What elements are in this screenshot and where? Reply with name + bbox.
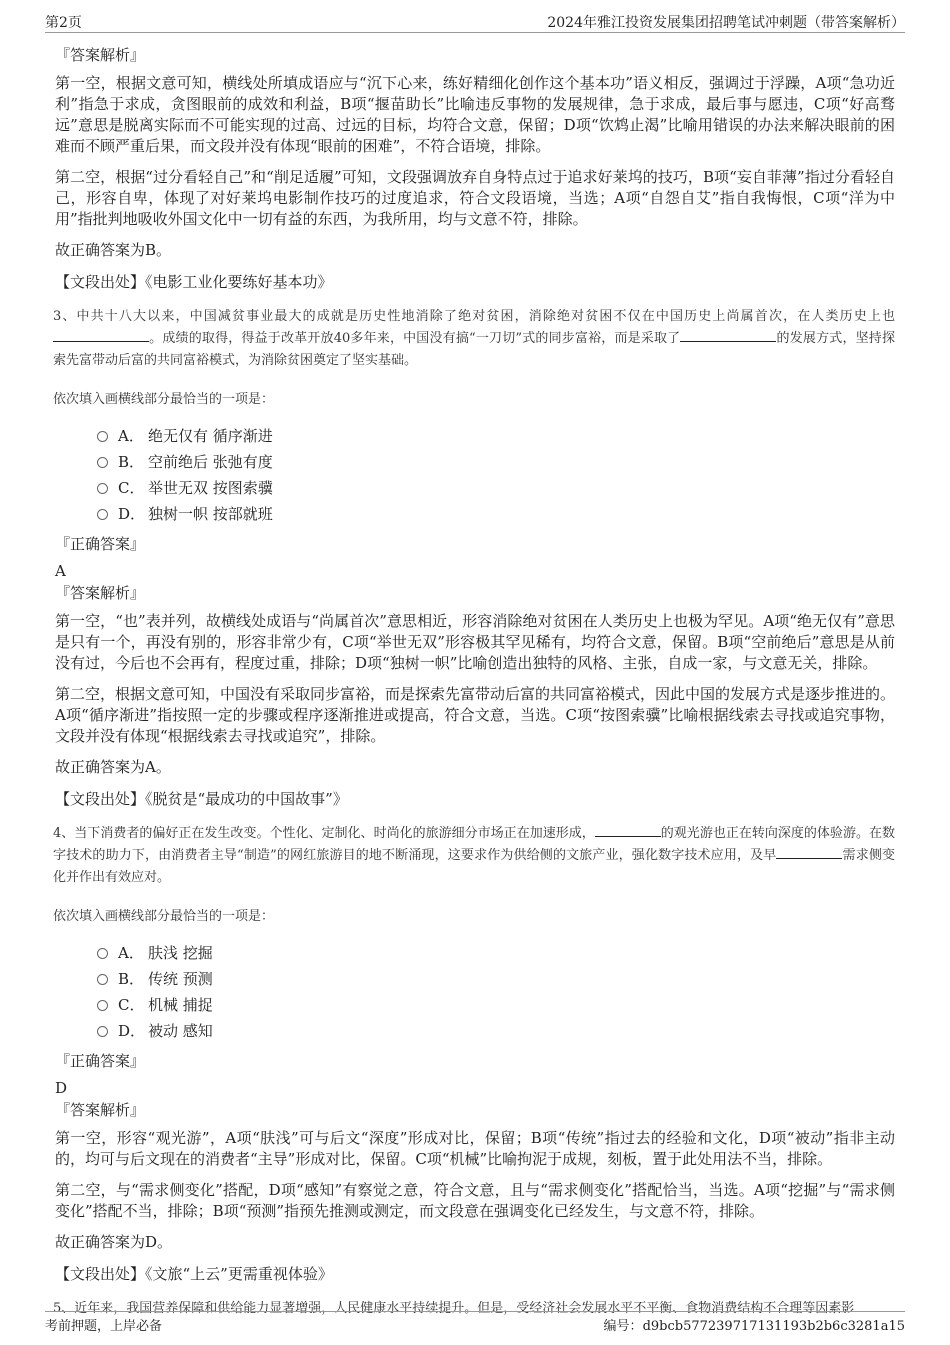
radio-icon[interactable] (97, 948, 108, 959)
document-title: 2024年雅江投资发展集团招聘笔试冲刺题（带答案解析） (547, 15, 905, 31)
question-stem: 3、中共十八大以来，中国减贫事业最大的成就是历史性地消除了绝对贫困，消除绝对贫困不仅在中国历史上尚属首次，在人类历史上也。成绩的取得，得益于改革开放40多年来，中国没有搞“一刀切”式的同步富裕，而是采取了 的发展方式，坚持探索先富带动后富的共同富裕模式，为消除贫困奠定了坚实基础。 (53, 309, 895, 368)
analysis-paragraph: 第二空，根据“过分看轻自己”和“削足适履”可知，文段强调放弃自身特点过于追求好莱坞的技巧，B项“妄自菲薄”指过分看轻自己，形容自卑，体现了对好莱坞电影制作技巧的过度追求，符合文段语境，当选；A项“自怨自艾”指自我悔恨，C项“洋为中用”指批判地吸收外国文化中一切有益的东西，为我所用，均与文意不符，排除。 (55, 168, 895, 228)
conclusion: 故正确答案为D。 (55, 1233, 173, 1251)
fill-blank (776, 846, 842, 859)
option-list (97, 423, 895, 527)
fill-blank (595, 824, 661, 837)
analysis-label: 『答案解析』 (55, 584, 146, 602)
document-code: 编号：d9bcb577239717131193b2b6c3281a15 (603, 1319, 905, 1334)
analysis-paragraph: 第一空，“也”表并列，故横线处成语与“尚属首次”意思相近，形容消除绝对贫困在人类历史上也极为罕见。A项“绝无仅有”意思是只有一个，再没有别的，形容非常少有，C项“举世无双”形容极其罕见稀有，均符合文意，保留。B项“空前绝后”意思是从前没有过，今后也不会再有，程度过重，排除；D项“独树一帜”比喻创造出独特的风格、主张，自成一家，与文意无关，排除。 (55, 612, 895, 672)
page-footer (45, 1311, 905, 1336)
option-b[interactable]: B． 传统 预测 (97, 966, 895, 992)
page-content (55, 44, 895, 1330)
question-3 (55, 306, 895, 809)
radio-icon[interactable] (97, 457, 108, 468)
question-2-tail (55, 44, 895, 292)
question-prompt: 依次填入画横线部分最恰当的一项是： (53, 392, 275, 407)
fill-blank (680, 329, 776, 342)
question-prompt: 依次填入画横线部分最恰当的一项是： (53, 909, 275, 924)
option-d[interactable]: D． 独树一帜 按部就班 (97, 501, 895, 527)
source-citation: 【文段出处】《文旅“上云”更需重视体验》 (55, 1265, 333, 1283)
analysis-label: 『答案解析』 (55, 46, 146, 64)
correct-answer: D (55, 1079, 68, 1097)
fill-blank (53, 329, 149, 342)
question-4 (55, 823, 895, 1284)
source-citation: 【文段出处】《脱贫是“最成功的中国故事”》 (55, 790, 348, 808)
radio-icon[interactable] (97, 483, 108, 494)
analysis-paragraph: 第一空，形容“观光游”，A项“肤浅”可与后文“深度”形成对比，保留；B项“传统”指过去的经验和文化，D项“被动”指非主动的，均可与后文现在的消费者“主导”形成对比，保留。C项“机械”比喻拘泥于成规，刻板，置于此处用法不当，排除。 (55, 1129, 895, 1168)
option-c[interactable]: C． 机械 捕捉 (97, 992, 895, 1018)
option-b[interactable]: B． 空前绝后 张弛有度 (97, 449, 895, 475)
conclusion: 故正确答案为B。 (55, 241, 172, 259)
radio-icon[interactable] (97, 431, 108, 442)
page-number: 第2页 (45, 15, 82, 31)
page-header (45, 10, 905, 33)
question-stem: 5、近年来，我国营养保障和供给能力显著增强，人民健康水平持续提升。但是，受经济社会发展水平不平衡、食物消费结构不合理等因素影 (53, 1301, 855, 1316)
question-stem: 4、当下消费者的偏好正在发生改变。个性化、定制化、时尚化的旅游细分市场正在加速形成， 的观光游也正在转向深度的体验游。在数字技术的助力下，由消费者主导“制造”的网红旅游目的地不断涌现，这要求作为供给侧的文旅产业，强化数字技术应用，及早 需求侧变化并作出有效应对。 (53, 826, 895, 885)
footer-slogan: 考前押题，上岸必备 (45, 1319, 163, 1334)
option-a[interactable]: A． 肤浅 挖掘 (97, 940, 895, 966)
option-d[interactable]: D． 被动 感知 (97, 1018, 895, 1044)
option-a[interactable]: A． 绝无仅有 循序渐进 (97, 423, 895, 449)
radio-icon[interactable] (97, 509, 108, 520)
radio-icon[interactable] (97, 974, 108, 985)
correct-answer-label: 『正确答案』 (55, 535, 146, 553)
correct-answer: A (55, 562, 66, 580)
analysis-paragraph: 第二空，与“需求侧变化”搭配，D项“感知”有察觉之意，符合文意，且与“需求侧变化”搭配恰当，当选。A项“挖掘”与“需求侧变化”搭配不当，排除；B项“预测”指预先推测或测定，而文段意在强调变化已经发生，与文意不符，排除。 (55, 1181, 895, 1220)
conclusion: 故正确答案为A。 (55, 758, 171, 776)
correct-answer-label: 『正确答案』 (55, 1052, 146, 1070)
analysis-label: 『答案解析』 (55, 1101, 146, 1119)
source-citation: 【文段出处】《电影工业化要练好基本功》 (55, 273, 333, 291)
option-list (97, 940, 895, 1044)
option-c[interactable]: C． 举世无双 按图索骥 (97, 475, 895, 501)
analysis-paragraph: 第一空，根据文意可知，横线处所填成语应与“沉下心来，练好精细化创作这个基本功”语义相反，强调过于浮躁，A项“急功近利”指急于求成，贪图眼前的成效和利益，B项“揠苗助长”比喻违反事物的发展规律，急于求成，最后事与愿违，C项“好高骛远”意思是脱离实际而不可能实现的过高、过远的目标，均符合文意，保留；D项“饮鸩止渴”比喻用错误的办法来解决眼前的困难而不顾严重后果，而文段并没有体现“眼前的困难”，不符合语境，排除。 (55, 74, 895, 155)
analysis-paragraph: 第二空，根据文意可知，中国没有采取同步富裕，而是探索先富带动后富的共同富裕模式，因此中国的发展方式是逐步推进的。A项“循序渐进”指按照一定的步骤或程序逐渐推进或提高，符合文意，当选。C项“按图索骥”比喻根据线索去寻找或追究事物，文段并没有体现“根据线索去寻找或追究”，排除。 (55, 685, 896, 745)
radio-icon[interactable] (97, 1000, 108, 1011)
radio-icon[interactable] (97, 1026, 108, 1037)
